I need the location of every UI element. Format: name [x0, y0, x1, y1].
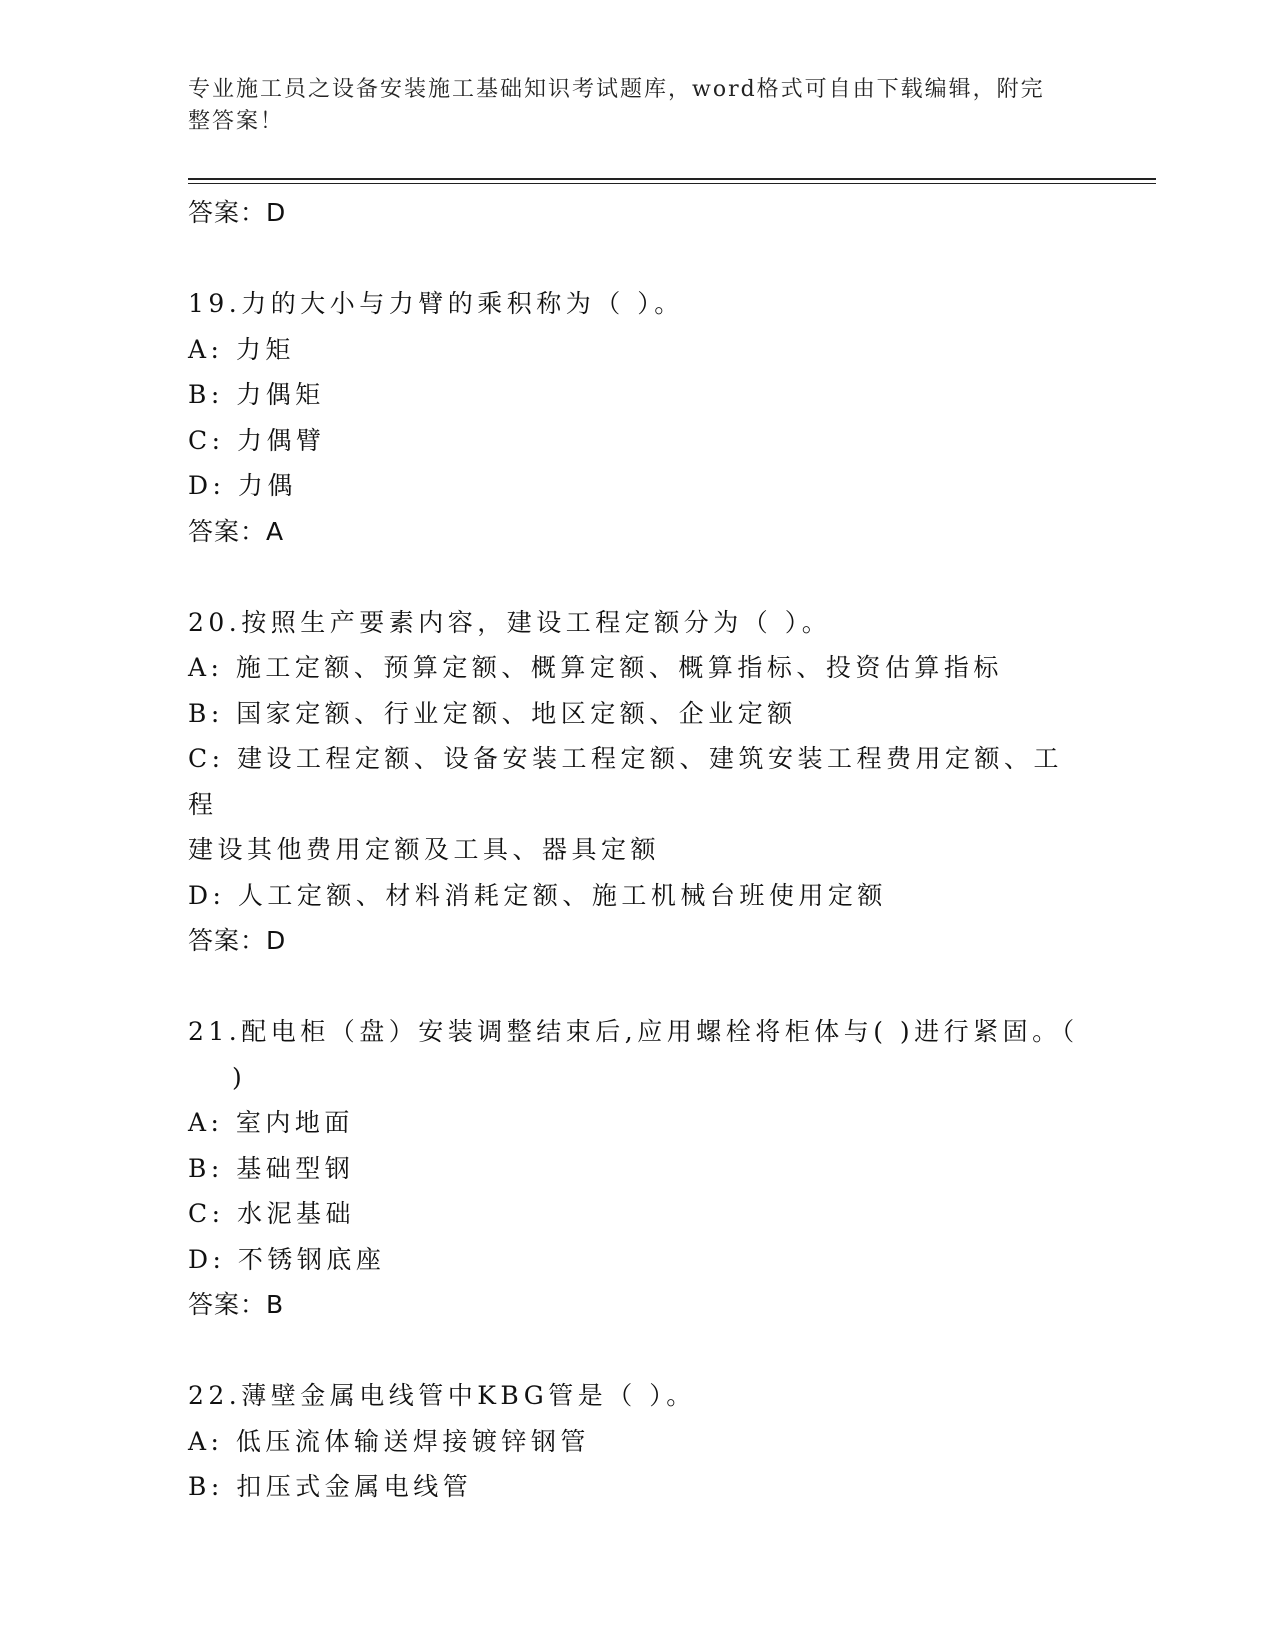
spacer: [188, 1328, 1088, 1374]
question-stem: 20.按照生产要素内容，建设工程定额分为（ ）。: [188, 607, 832, 637]
question-22: [188, 1373, 1088, 1510]
option-d: D: 力偶: [188, 471, 297, 500]
option-c: C: 水泥基础: [188, 1199, 355, 1228]
question-21: [188, 1009, 1088, 1328]
question-20: [188, 600, 1088, 964]
option-d: D: 人工定额、材料消耗定额、施工机械台班使用定额: [188, 880, 887, 910]
header-line-1: 专业施工员之设备安装施工基础知识考试题库，word格式可自由下载编辑，附完: [188, 77, 1045, 102]
option-a: A: 力矩: [188, 334, 295, 364]
header-divider-thin: [188, 183, 1156, 184]
option-b: B: 基础型钢: [188, 1153, 355, 1183]
question-stem: 22.薄壁金属电线管中KBG管是（ ）。: [188, 1381, 696, 1410]
option-a: A: 施工定额、预算定额、概算定额、概算指标、投资估算指标: [188, 653, 1003, 682]
option-a: A: 低压流体输送焊接镀锌钢管: [188, 1426, 590, 1456]
option-c-continued: 建设其他费用定额及工具、器具定额: [188, 835, 661, 864]
question-answer: 答案：D: [188, 926, 287, 955]
option-d: D: 不锈钢底座: [188, 1244, 386, 1274]
question-list: [188, 190, 1088, 1510]
option-a: A: 室内地面: [188, 1108, 354, 1137]
question-19: [188, 281, 1088, 554]
spacer: [188, 554, 1088, 600]
option-b: B: 力偶矩: [188, 380, 325, 409]
option-c: C: 建设工程定额、设备安装工程定额、建筑安装工程费用定额、工程: [188, 744, 1064, 819]
question-answer: 答案：A: [188, 516, 285, 546]
question-answer: 答案：B: [188, 1290, 285, 1319]
document-header: [188, 74, 1068, 138]
spacer: [188, 236, 1088, 282]
question-stem: 21.配电柜（盘）安装调整结束后,应用螺栓将柜体与( )进行紧固。（: [188, 1017, 1079, 1046]
question-stem-continued: ): [232, 1062, 247, 1092]
spacer: [188, 964, 1088, 1010]
option-b: B: 国家定额、行业定额、地区定额、企业定额: [188, 698, 797, 728]
header-line-2: 整答案！: [188, 109, 285, 134]
header-divider-thick: [188, 178, 1156, 180]
option-c: C: 力偶臂: [188, 425, 326, 455]
previous-answer: 答案：D: [188, 198, 287, 227]
question-stem: 19.力的大小与力臂的乘积称为（ ）。: [188, 289, 684, 318]
option-b: B: 扣压式金属电线管: [188, 1472, 473, 1501]
